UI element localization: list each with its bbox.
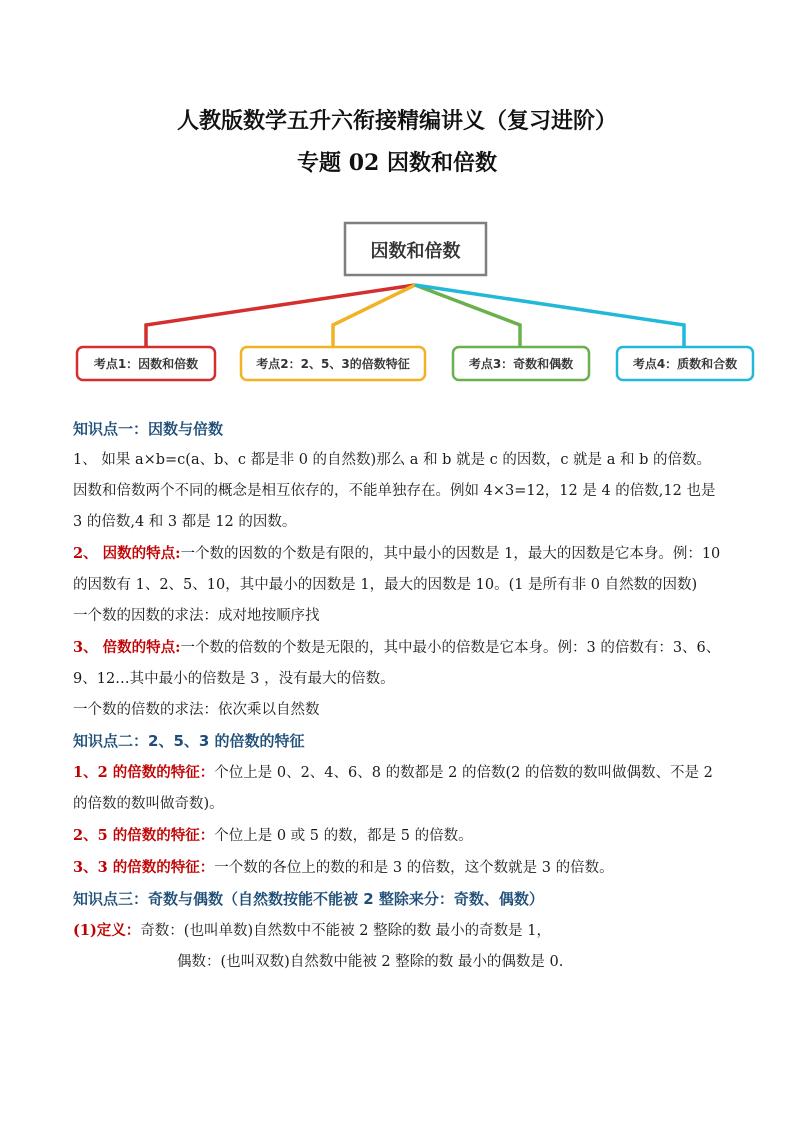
document-body	[73, 414, 723, 978]
mindmap-root-label: 因数和倍数	[370, 241, 461, 262]
multiple-of-5-text: 个位上是 0 或 5 的数，都是 5 的倍数。	[214, 828, 473, 844]
odd-number-definition: 奇数：(也叫单数)自然数中不能被 2 整除的数 最小的奇数是 1，	[140, 923, 552, 939]
mindmap-branch-1-label: 考点1：因数和倍数	[93, 357, 199, 371]
section1-paragraph-2	[73, 538, 723, 601]
definition-label: (1)定义：	[73, 922, 141, 939]
section1-paragraph-1: 1、 如果 a×b=c(a、b、c 都是非 0 的自然数)那么 a 和 b 就是 c 的因数，c 就是 a 和 b 的倍数。因数和倍数两个不同的概念是相互依存的，不能单独存在。例如 4×3=12，12 是 4 的倍数,12 也是 3 的倍数,4 和 3 都是 12 的因数。	[73, 452, 716, 530]
page-subtitle: 专题 02 因数和倍数	[297, 150, 497, 176]
multiple-feature-text: 一个数的倍数的个数是无限的，其中最小的倍数是它本身。例：3 的倍数有：3、6、9、12…其中最小的倍数是 3 ，没有最大的倍数。	[73, 640, 721, 687]
multiple-of-2-label: 1、2 的倍数的特征：	[73, 764, 215, 781]
factor-feature-text: 一个数的因数的个数是有限的，其中最小的因数是 1，最大的因数是它本身。例：10 的因数有 1、2、5、10，其中最小的因数是 1，最大的因数是 10。(1 是所有非 0 自然数的因数)	[73, 546, 721, 593]
section1-heading: 知识点一：因数与倍数	[73, 420, 224, 438]
mindmap-branch-4-label: 考点4：质数和合数	[632, 357, 738, 371]
multiple-of-5-label: 2、5 的倍数的特征：	[73, 827, 215, 844]
factor-feature-label: 2、 因数的特点:	[73, 545, 181, 562]
section1-paragraph-4	[73, 632, 723, 695]
page-title: 人教版数学五升六衔接精编讲义（复习进阶）	[176, 108, 617, 134]
multiple-of-3-label: 3、3 的倍数的特征：	[73, 859, 215, 876]
section2-paragraph-3	[73, 852, 723, 884]
section3-heading: 知识点三：奇数与偶数（自然数按能不能被 2 整除来分：奇数、偶数）	[73, 890, 544, 908]
section2-heading: 知识点二：2、5、3 的倍数的特征	[73, 732, 305, 750]
multiple-of-3-text: 一个数的各位上的数的和是 3 的倍数，这个数就是 3 的倍数。	[214, 860, 614, 876]
mind-map	[0, 0, 794, 400]
section1-paragraph-5: 一个数的倍数的求法：依次乘以自然数	[73, 702, 320, 718]
section2-paragraph-1	[73, 757, 723, 820]
mindmap-connector-4	[415, 285, 684, 347]
mindmap-branch-3-label: 考点3：奇数和偶数	[468, 357, 574, 371]
section3-paragraph-2: 偶数：(也叫双数)自然数中能被 2 整除的数 最小的偶数是 0.	[177, 954, 564, 970]
multiple-feature-label: 3、 倍数的特点:	[73, 639, 181, 656]
section2-paragraph-2	[73, 820, 723, 852]
multiple-of-2-text: 个位上是 0、2、4、6、8 的数都是 2 的倍数(2 的倍数的数叫做偶数、不是 2 的倍数的数叫做奇数)。	[73, 765, 713, 812]
mindmap-branch-2-label: 考点2：2、5、3的倍数特征	[256, 357, 410, 371]
section1-paragraph-3: 一个数的因数的求法：成对地按顺序找	[73, 608, 320, 624]
section3-paragraph-1	[73, 915, 723, 947]
mindmap-connector-1	[146, 285, 415, 347]
